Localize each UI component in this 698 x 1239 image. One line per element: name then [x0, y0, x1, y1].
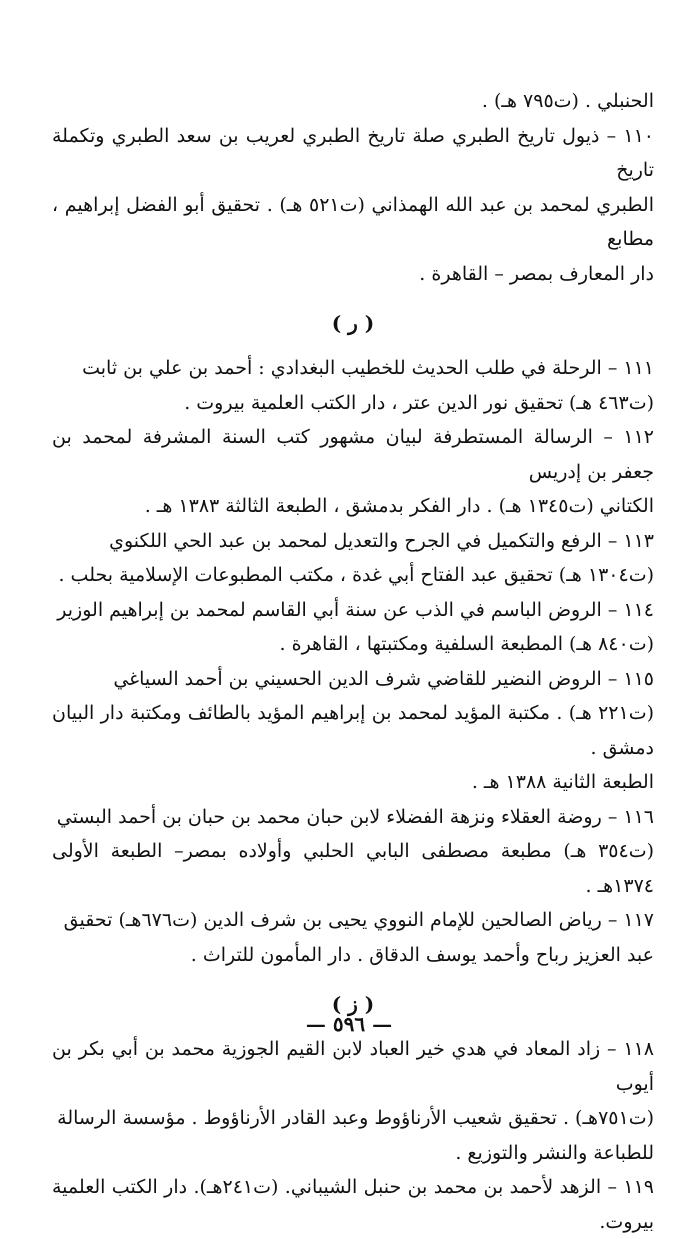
entry-line: (ت٢٢١ هـ) . مكتبة المؤيد لمحمد بن إبراهيم المؤيد بالطائف ومكتبة دار البيان دمشق . [52, 702, 654, 759]
entries-ra [52, 351, 654, 972]
reference-entry-117 [52, 903, 654, 972]
section-header-zay: ( ز ) [331, 992, 375, 1016]
entry-line: دار المعارف بمصر – القاهرة . [419, 262, 654, 285]
entry-line: (ت٨٤٠ هـ) المطبعة السلفية ومكتبتها ، القاهرة . [279, 633, 654, 655]
entry-line: (ت٧٥١هـ) . تحقيق شعيب الأرناؤوط وعبد القادر الأرناؤوط . مؤسسة الرسالة [57, 1107, 654, 1129]
entry-line: للطباعة والنشر والتوزيع . [455, 1141, 654, 1164]
entry-line: الطبري لمحمد بن عبد الله الهمذاني (ت٥٢١ هـ) . تحقيق أبو الفضل إبراهيم ، مطابع [52, 193, 654, 250]
entries-zay [52, 1032, 654, 1239]
entry-line: (ت٤٦٣ هـ) تحقيق نور الدين عتر ، دار الكتب العلمية بيروت . [184, 391, 654, 414]
reference-entry-116 [52, 800, 654, 904]
reference-entry-115 [52, 662, 654, 800]
entry-line: ١١٦ – روضة العقلاء ونزهة الفضلاء لابن حبان محمد بن حبان بن أحمد البستي [56, 805, 654, 828]
reference-entry-111 [52, 351, 654, 420]
entries-top [52, 119, 654, 292]
section-header-ra: ( ر ) [331, 311, 375, 335]
reference-entry-110 [52, 119, 654, 292]
entry-line: ١١٨ – زاد المعاد في هدي خير العباد لابن القيم الجوزية محمد بن أبي بكر بن أيوب [52, 1038, 654, 1095]
entry-line: الكتاني (ت١٣٤٥ هـ) . دار الفكر بدمشق ، الطبعة الثالثة ١٣٨٣ هـ . [144, 495, 654, 517]
reference-entry-112 [52, 420, 654, 524]
reference-entry-113 [52, 524, 654, 593]
reference-entry-114 [52, 593, 654, 662]
entry-line: ١١٠ – ذيول تاريخ الطبري صلة تاريخ الطبري لعريب بن سعد الطبري وتكملة تاريخ [52, 124, 654, 181]
entry-line: (ت١٣٠٤ هـ) تحقيق عبد الفتاح أبي غدة ، مكتب المطبوعات الإسلامية بحلب . [58, 564, 654, 586]
entry-line: ١١٩ – الزهد لأحمد بن محمد بن حنبل الشيباني. (ت٢٤١هـ). دار الكتب العلمية بيروت. [52, 1176, 654, 1233]
entry-line: ١١٣ – الرفع والتكميل في الجرح والتعديل لمحمد بن عبد الحي اللكنوي [109, 529, 654, 552]
entry-line: ١١٥ – الروض النضير للقاضي شرف الدين الحسيني بن أحمد السياغي [113, 667, 654, 690]
entry-line: ١١٧ – رياض الصالحين للإمام النووي يحيى بن شرف الدين (ت٦٧٦هـ) تحقيق [63, 909, 654, 931]
entry-line: الطبعة الثانية ١٣٨٨ هـ . [471, 771, 654, 793]
reference-entry-119 [52, 1170, 654, 1239]
entry-line: عبد العزيز رباح وأحمد يوسف الدقاق . دار المأمون للتراث . [190, 943, 654, 966]
reference-entry-118 [52, 1032, 654, 1170]
entry-line: ١١٤ – الروض الباسم في الذب عن سنة أبي القاسم لمحمد بن إبراهيم الوزير [57, 598, 654, 621]
entry-line: (ت٣٥٤ هـ) مطبعة مصطفى البابي الحلبي وأولاده بمصر– الطبعة الأولى ١٣٧٤هـ . [52, 840, 654, 897]
page-number: — ٥٩٦ — [305, 1012, 393, 1036]
entry-line: ١١٢ – الرسالة المستطرفة لبيان مشهور كتب السنة المشرفة لمحمد بن جعفر بن إدريس [52, 426, 655, 483]
entry-line: ١١١ – الرحلة في طلب الحديث للخطيب البغدادي : أحمد بن علي بن ثابت [82, 357, 654, 379]
continuation-line: الحنبلي . (ت٧٩٥ هـ) . [481, 90, 654, 112]
